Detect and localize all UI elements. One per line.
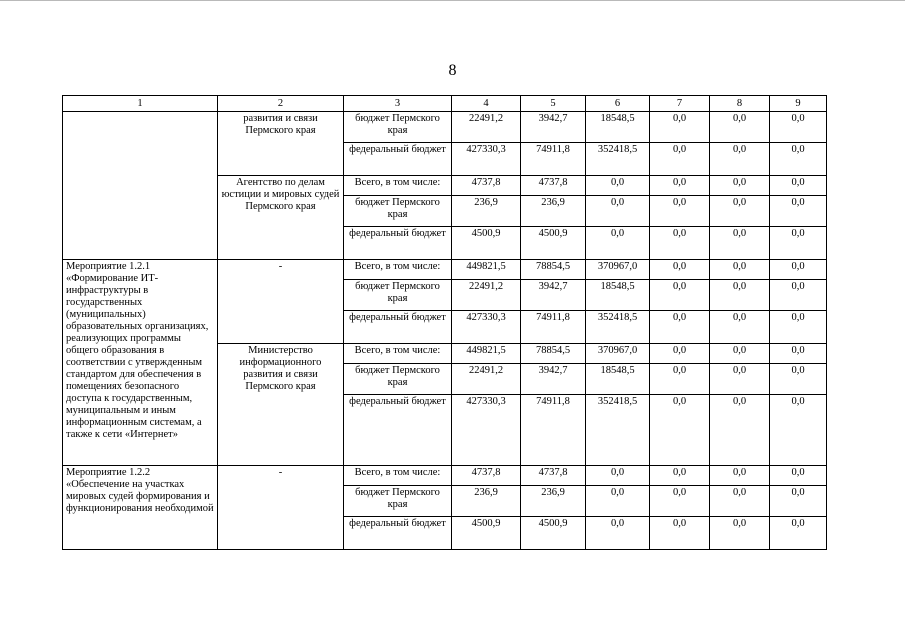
value-cell: 22491,2	[452, 112, 521, 143]
executor-cell: -	[218, 466, 344, 550]
funding-source-cell: Всего, в том числе:	[344, 344, 452, 364]
event-name-cell: Мероприятие 1.2.2 «Обеспечение на участках мировых судей формирования и функционирования необходимой	[63, 466, 218, 550]
value-cell: 0,0	[650, 196, 710, 227]
header-cell: 7	[650, 96, 710, 112]
value-cell: 0,0	[586, 486, 650, 517]
funding-source-cell: бюджет Пермского края	[344, 364, 452, 395]
value-cell: 22491,2	[452, 280, 521, 311]
value-cell: 3942,7	[521, 280, 586, 311]
value-cell: 0,0	[770, 344, 827, 364]
value-cell: 0,0	[770, 311, 827, 344]
funding-source-cell: бюджет Пермского края	[344, 486, 452, 517]
executor-cell: развития и связи Пермского края	[218, 112, 344, 176]
header-cell: 2	[218, 96, 344, 112]
header-cell: 8	[710, 96, 770, 112]
value-cell: 4737,8	[521, 176, 586, 196]
value-cell: 0,0	[770, 280, 827, 311]
funding-source-cell: бюджет Пермского края	[344, 280, 452, 311]
value-cell: 74911,8	[521, 143, 586, 176]
value-cell: 0,0	[710, 517, 770, 550]
value-cell: 352418,5	[586, 395, 650, 466]
value-cell: 0,0	[650, 176, 710, 196]
value-cell: 352418,5	[586, 311, 650, 344]
value-cell: 3942,7	[521, 112, 586, 143]
value-cell: 352418,5	[586, 143, 650, 176]
value-cell: 427330,3	[452, 395, 521, 466]
value-cell: 236,9	[521, 196, 586, 227]
value-cell: 0,0	[650, 517, 710, 550]
value-cell: 4500,9	[452, 517, 521, 550]
value-cell: 0,0	[710, 260, 770, 280]
value-cell: 0,0	[650, 344, 710, 364]
value-cell: 0,0	[650, 311, 710, 344]
value-cell: 0,0	[586, 517, 650, 550]
value-cell: 74911,8	[521, 311, 586, 344]
funding-source-cell: бюджет Пермского края	[344, 112, 452, 143]
value-cell: 4737,8	[521, 466, 586, 486]
value-cell: 0,0	[650, 466, 710, 486]
value-cell: 22491,2	[452, 364, 521, 395]
value-cell: 0,0	[770, 260, 827, 280]
executor-cell: Министерство информационного развития и связи Пермского края	[218, 344, 344, 466]
value-cell: 449821,5	[452, 344, 521, 364]
header-cell: 3	[344, 96, 452, 112]
value-cell: 0,0	[770, 395, 827, 466]
value-cell: 18548,5	[586, 364, 650, 395]
page-number: 8	[448, 62, 457, 79]
value-cell: 236,9	[521, 486, 586, 517]
funding-source-cell: Всего, в том числе:	[344, 466, 452, 486]
value-cell: 0,0	[586, 176, 650, 196]
value-cell: 78854,5	[521, 260, 586, 280]
table-row	[63, 466, 827, 486]
value-cell: 0,0	[770, 176, 827, 196]
header-row	[63, 96, 827, 112]
value-cell: 0,0	[710, 466, 770, 486]
value-cell: 236,9	[452, 196, 521, 227]
value-cell: 0,0	[710, 196, 770, 227]
value-cell: 0,0	[710, 176, 770, 196]
value-cell: 0,0	[710, 311, 770, 344]
value-cell: 0,0	[710, 395, 770, 466]
value-cell: 0,0	[710, 143, 770, 176]
budget-table	[62, 95, 827, 550]
value-cell: 4500,9	[521, 517, 586, 550]
table-row	[63, 112, 827, 143]
value-cell: 370967,0	[586, 260, 650, 280]
value-cell: 18548,5	[586, 112, 650, 143]
value-cell: 427330,3	[452, 143, 521, 176]
funding-source-cell: федеральный бюджет	[344, 143, 452, 176]
value-cell: 0,0	[650, 364, 710, 395]
value-cell: 370967,0	[586, 344, 650, 364]
value-cell: 0,0	[710, 364, 770, 395]
value-cell: 0,0	[650, 280, 710, 311]
value-cell: 0,0	[770, 112, 827, 143]
value-cell: 0,0	[770, 227, 827, 260]
value-cell: 0,0	[710, 280, 770, 311]
value-cell: 236,9	[452, 486, 521, 517]
value-cell: 0,0	[710, 344, 770, 364]
value-cell: 0,0	[650, 486, 710, 517]
value-cell: 3942,7	[521, 364, 586, 395]
value-cell: 0,0	[770, 466, 827, 486]
funding-source-cell: федеральный бюджет	[344, 227, 452, 260]
funding-source-cell: Всего, в том числе:	[344, 260, 452, 280]
header-cell: 6	[586, 96, 650, 112]
value-cell: 0,0	[770, 143, 827, 176]
value-cell: 0,0	[650, 112, 710, 143]
value-cell: 0,0	[650, 395, 710, 466]
value-cell: 0,0	[710, 227, 770, 260]
value-cell: 427330,3	[452, 311, 521, 344]
value-cell: 4737,8	[452, 176, 521, 196]
value-cell: 4500,9	[452, 227, 521, 260]
value-cell: 0,0	[650, 143, 710, 176]
value-cell: 0,0	[710, 112, 770, 143]
value-cell: 0,0	[586, 196, 650, 227]
value-cell: 0,0	[770, 196, 827, 227]
value-cell: 0,0	[650, 227, 710, 260]
header-cell: 5	[521, 96, 586, 112]
value-cell: 0,0	[770, 517, 827, 550]
header-cell: 1	[63, 96, 218, 112]
funding-source-cell: федеральный бюджет	[344, 311, 452, 344]
value-cell: 78854,5	[521, 344, 586, 364]
event-name-cell	[63, 112, 218, 260]
funding-source-cell: федеральный бюджет	[344, 517, 452, 550]
value-cell: 0,0	[770, 486, 827, 517]
value-cell: 0,0	[710, 486, 770, 517]
value-cell: 0,0	[650, 260, 710, 280]
funding-source-cell: федеральный бюджет	[344, 395, 452, 466]
value-cell: 0,0	[770, 364, 827, 395]
table-body	[63, 112, 827, 550]
event-name-cell: Мероприятие 1.2.1 «Формирование ИТ-инфраструктуры в государственных (муниципальных) образовательных организациях, реализующих программы общего образования в соответствии с утвержденным стандартом для обеспечения в помещениях безопасного доступа к государственным, муниципальным и иным информационным системам, а также к сети «Интернет»	[63, 260, 218, 466]
header-cell: 4	[452, 96, 521, 112]
value-cell: 74911,8	[521, 395, 586, 466]
value-cell: 0,0	[586, 227, 650, 260]
executor-cell: Агентство по делам юстиции и мировых судей Пермского края	[218, 176, 344, 260]
header-cell: 9	[770, 96, 827, 112]
value-cell: 18548,5	[586, 280, 650, 311]
scan-edge	[0, 0, 905, 1]
funding-source-cell: бюджет Пермского края	[344, 196, 452, 227]
executor-cell: -	[218, 260, 344, 344]
funding-source-cell: Всего, в том числе:	[344, 176, 452, 196]
value-cell: 4500,9	[521, 227, 586, 260]
table-row	[63, 260, 827, 280]
value-cell: 0,0	[586, 466, 650, 486]
value-cell: 4737,8	[452, 466, 521, 486]
value-cell: 449821,5	[452, 260, 521, 280]
